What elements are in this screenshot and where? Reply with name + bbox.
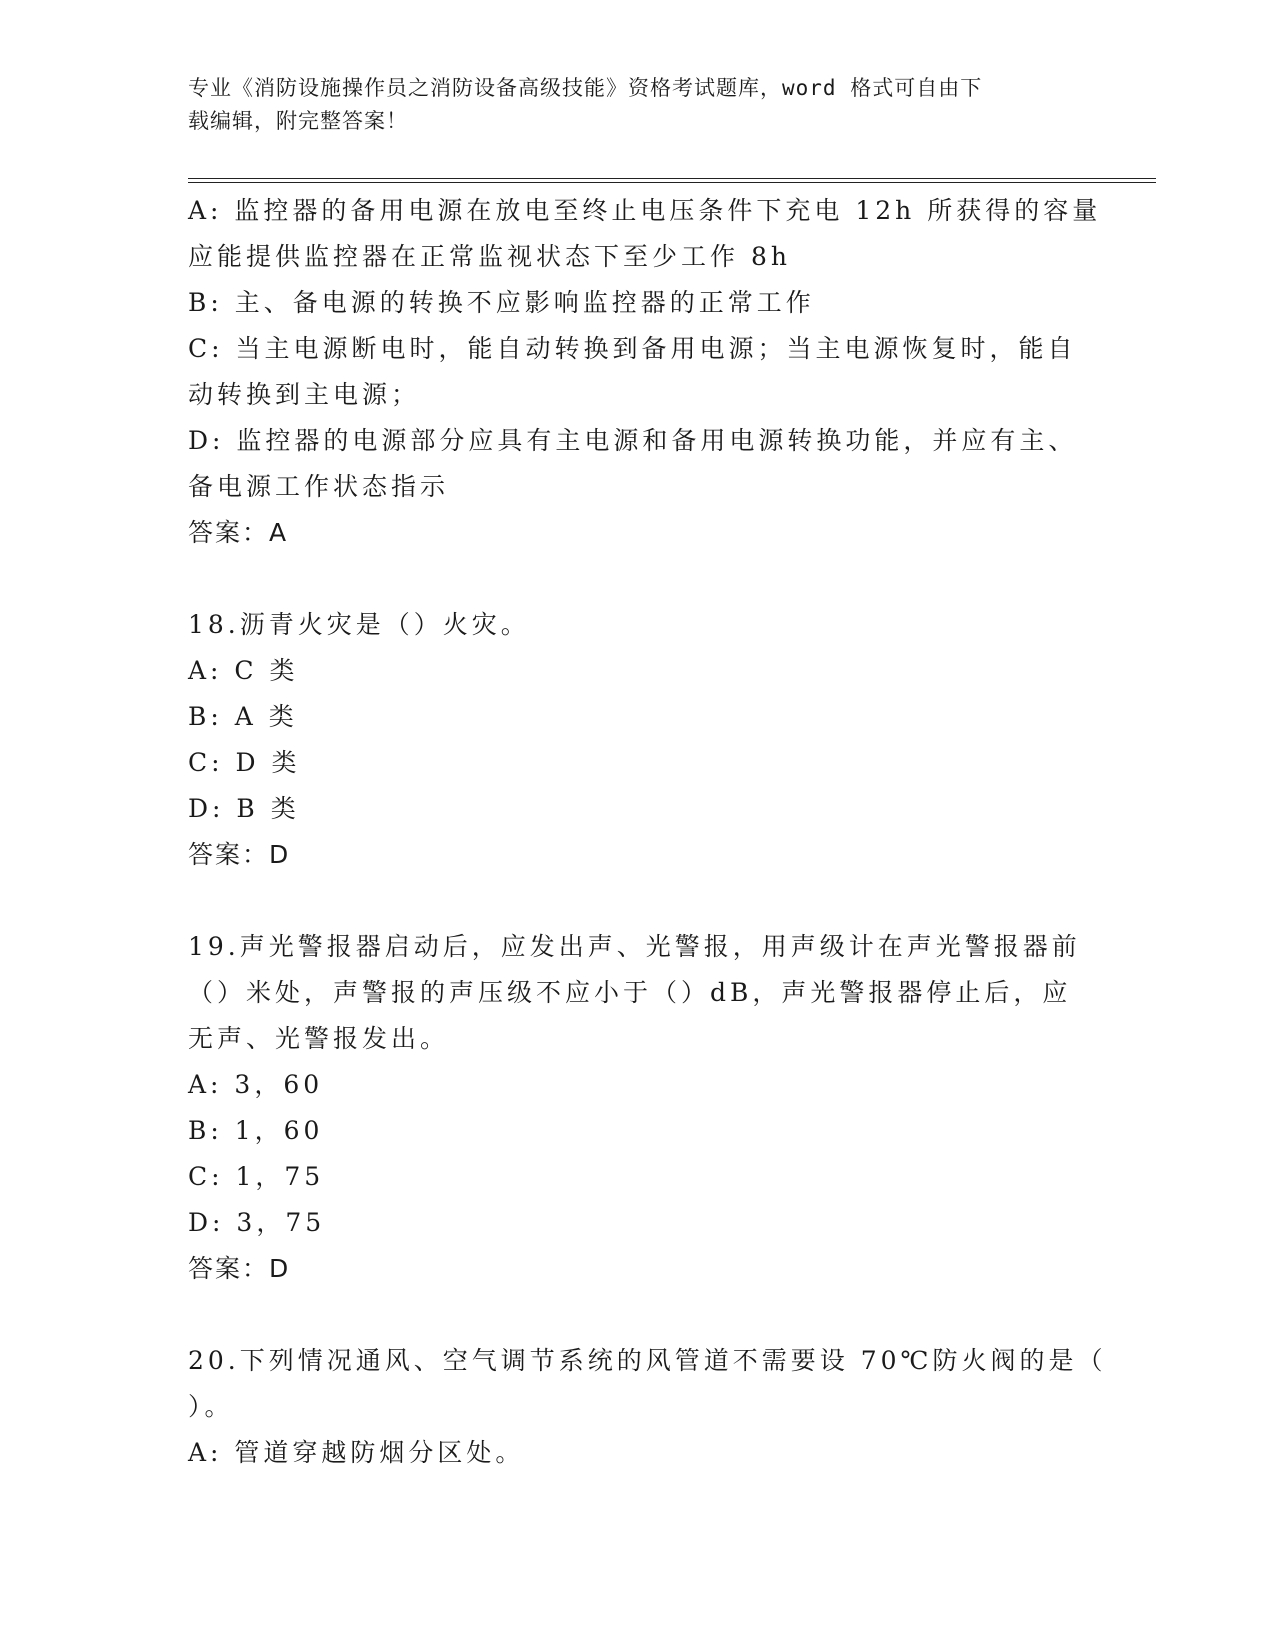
spacer bbox=[188, 556, 1088, 602]
header-divider-bottom bbox=[188, 182, 1156, 183]
q17-option-c-line-2: 动转换到主电源； bbox=[188, 380, 421, 409]
q20-stem-line-2: ）。 bbox=[188, 1392, 234, 1421]
q19-option-c: C: 1，75 bbox=[188, 1162, 325, 1191]
q17-answer: 答案：A bbox=[188, 518, 289, 547]
q19-answer: 答案：D bbox=[188, 1254, 291, 1283]
header-line-2: 载编辑，附完整答案！ bbox=[188, 109, 408, 133]
question-content bbox=[188, 188, 1107, 1476]
q20-stem-line-1: 20.下列情况通风、空气调节系统的风管道不需要设 70℃防火阀的是（ bbox=[188, 1346, 1107, 1375]
q20-option-a: A: 管道穿越防烟分区处。 bbox=[188, 1438, 525, 1467]
q18-option-b: B: A 类 bbox=[188, 702, 298, 731]
q17-option-d-line-2: 备电源工作状态指示 bbox=[188, 472, 450, 501]
q18-option-d: D: B 类 bbox=[188, 794, 300, 823]
q17-option-d-line-1: D: 监控器的电源部分应具有主电源和备用电源转换功能，并应有主、 bbox=[188, 426, 1078, 455]
q17-option-c-line-1: C: 当主电源断电时，能自动转换到备用电源；当主电源恢复时，能自 bbox=[188, 334, 1077, 363]
header-line-1: 专业《消防设施操作员之消防设备高级技能》资格考试题库，word 格式可自由下 bbox=[188, 76, 983, 100]
q19-stem-line-3: 无声、光警报发出。 bbox=[188, 1024, 450, 1053]
q18-answer: 答案：D bbox=[188, 840, 291, 869]
q19-option-d: D: 3，75 bbox=[188, 1208, 326, 1237]
q19-option-b: B: 1，60 bbox=[188, 1116, 324, 1145]
q18-option-a: A: C 类 bbox=[188, 656, 299, 685]
q19-option-a: A: 3，60 bbox=[188, 1070, 324, 1099]
question-20-block bbox=[188, 1338, 1107, 1476]
q18-stem: 18.沥青火灾是（）火灾。 bbox=[188, 610, 530, 639]
spacer bbox=[188, 878, 1088, 924]
spacer bbox=[188, 1292, 1088, 1338]
q19-stem-line-1: 19.声光警报器启动后，应发出声、光警报，用声级计在声光警报器前 bbox=[188, 932, 1081, 961]
q17-option-b: B: 主、备电源的转换不应影响监控器的正常工作 bbox=[188, 288, 815, 317]
question-19-block bbox=[188, 924, 1088, 1292]
q19-stem-line-2: （）米处，声警报的声压级不应小于（）dB，声光警报器停止后，应 bbox=[188, 978, 1072, 1007]
q17-option-a-line-2: 应能提供监控器在正常监视状态下至少工作 8h bbox=[188, 242, 791, 271]
question-18-block bbox=[188, 602, 1088, 878]
q17-option-a-line-1: A: 监控器的备用电源在放电至终止电压条件下充电 12h 所获得的容量 bbox=[188, 196, 1102, 225]
q18-option-c: C: D 类 bbox=[188, 748, 301, 777]
question-17-block bbox=[188, 188, 1102, 556]
header-divider-top bbox=[188, 178, 1156, 179]
document-header bbox=[188, 72, 1088, 138]
